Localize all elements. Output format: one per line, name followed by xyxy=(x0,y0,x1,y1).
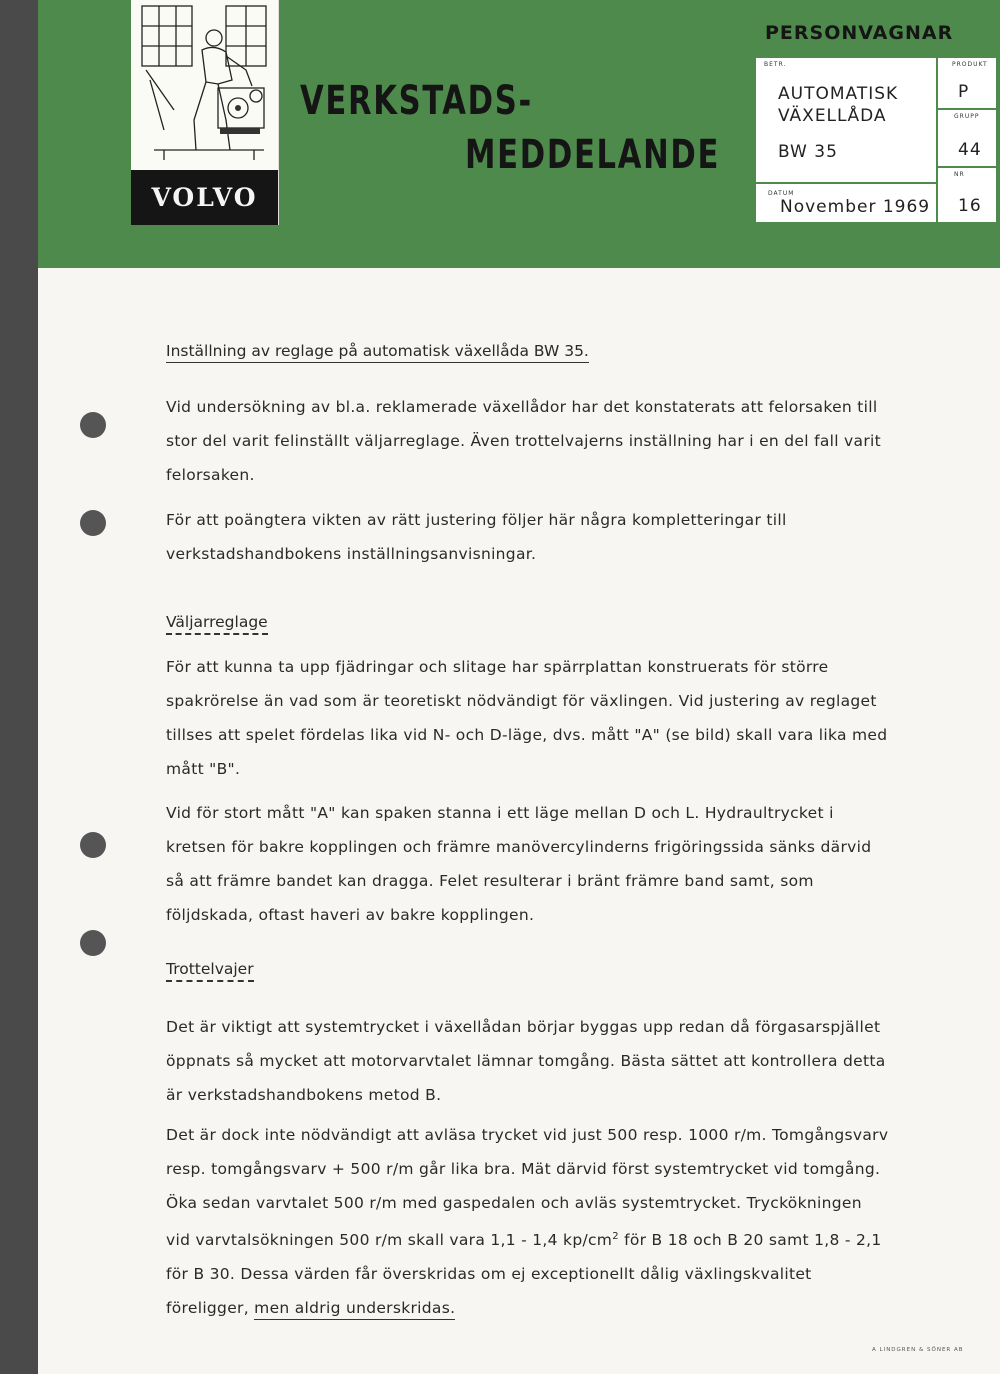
section-heading-valjarreglage-text: Väljarreglage xyxy=(166,613,268,635)
mechanic-illustration xyxy=(134,0,274,170)
grupp-box xyxy=(938,110,996,166)
superscript-2: 2 xyxy=(612,1231,619,1242)
nr-value: 16 xyxy=(958,196,982,216)
section2-emphasis: men aldrig underskridas. xyxy=(254,1299,455,1320)
section2-paragraph-1: Det är viktigt att systemtrycket i växellådan börjar byggas upp redan då förgasarspjället öppnats så mycket att motorvarvtalet lämnar tomgång. Bästa sättet att kontrollera detta är verkstadshandbokens metod B. xyxy=(166,1018,886,1104)
produkt-label: PRODUKT xyxy=(952,61,988,68)
produkt-box xyxy=(938,58,996,108)
binder-hole xyxy=(80,412,106,438)
volvo-logo: VOLVO xyxy=(131,170,278,225)
title-line-1: VERKSTADS- xyxy=(300,78,533,124)
section2-paragraph-2-part-b: för B 18 och B 20 samt 1,8 - 2,1 för B 30. Dessa värden får överskridas om ej exceptionellt dålig växlingskvalitet föreligger, xyxy=(166,1231,882,1318)
produkt-value: P xyxy=(958,82,970,102)
date-value: November 1969 xyxy=(780,197,931,217)
binder-hole xyxy=(80,832,106,858)
grupp-label: GRUPP xyxy=(954,113,980,120)
section2-paragraph-2-part-a: Det är dock inte nödvändigt att avläsa trycket vid just 500 resp. 1000 r/m. Tomgångsvarv resp. tomgångsvarv + 500 r/m går lika bra. Mät därvid först systemtrycket vid tomgång. Öka sedan varvtalet 500 r/m med gaspedalen och avläs systemtrycket. Tryckökningen vid varvtalsökningen 500 r/m skall vara 1,1 - 1,4 kp/cm xyxy=(166,1126,889,1250)
nr-label: NR xyxy=(954,171,965,178)
printer-credit: A LINDGREN & SÖNER AB xyxy=(872,1347,964,1353)
section1-paragraph-2: Vid för stort mått "A" kan spaken stanna i ett läge mellan D och L. Hydraultrycket i kretsen för bakre kopplingen och främre manövercylinderns frigöringssida sänks därvid så att främre bandet kan dragga. Felet resulterar i bränt främre band samt, som följdskada, oftast haveri av bakre kopplingen. xyxy=(166,804,872,924)
section-heading-valjarreglage xyxy=(166,613,268,631)
main-heading xyxy=(166,342,589,360)
binder-hole xyxy=(80,510,106,536)
datum-label: DATUM xyxy=(768,190,795,197)
intro-paragraph-1: Vid undersökning av bl.a. reklamerade växellådor har det konstaterats att felorsaken till stor del varit felinställt väljarreglage. Även trottelvajerns inställning har i en del fall varit felorsaken. xyxy=(166,398,881,484)
section2-paragraph-2 xyxy=(166,1118,891,1325)
betr-label: BETR. xyxy=(764,61,787,68)
subject-line-1: AUTOMATISK xyxy=(778,84,899,104)
section-heading-trottelvajer-text: Trottelvajer xyxy=(166,960,254,982)
grupp-value: 44 xyxy=(958,140,982,160)
title-line-2: MEDDELANDE xyxy=(465,132,721,178)
nr-box xyxy=(938,168,996,222)
binder-hole xyxy=(80,930,106,956)
main-heading-text: Inställning av reglage på automatisk växellåda BW 35. xyxy=(166,342,589,363)
subject-box xyxy=(756,58,938,182)
subject-line-3: BW 35 xyxy=(778,142,838,162)
subject-line-2: VÄXELLÅDA xyxy=(778,106,887,126)
section-heading-trottelvajer xyxy=(166,960,254,978)
category-label: PERSONVAGNAR xyxy=(765,22,954,44)
section1-paragraph-1: För att kunna ta upp fjädringar och slitage har spärrplattan konstruerats för större spakrörelse än vad som är teoretiskt nödvändigt för växlingen. Vid justering av reglaget tillses att spelet fördelas lika vid N- och D-läge, dvs. mått "A" (se bild) skall vara lika med mått "B". xyxy=(166,658,888,778)
date-box xyxy=(756,184,938,222)
intro-paragraph-2: För att poängtera vikten av rätt justering följer här några kompletteringar till verkstadshandbokens inställningsanvisningar. xyxy=(166,511,787,563)
